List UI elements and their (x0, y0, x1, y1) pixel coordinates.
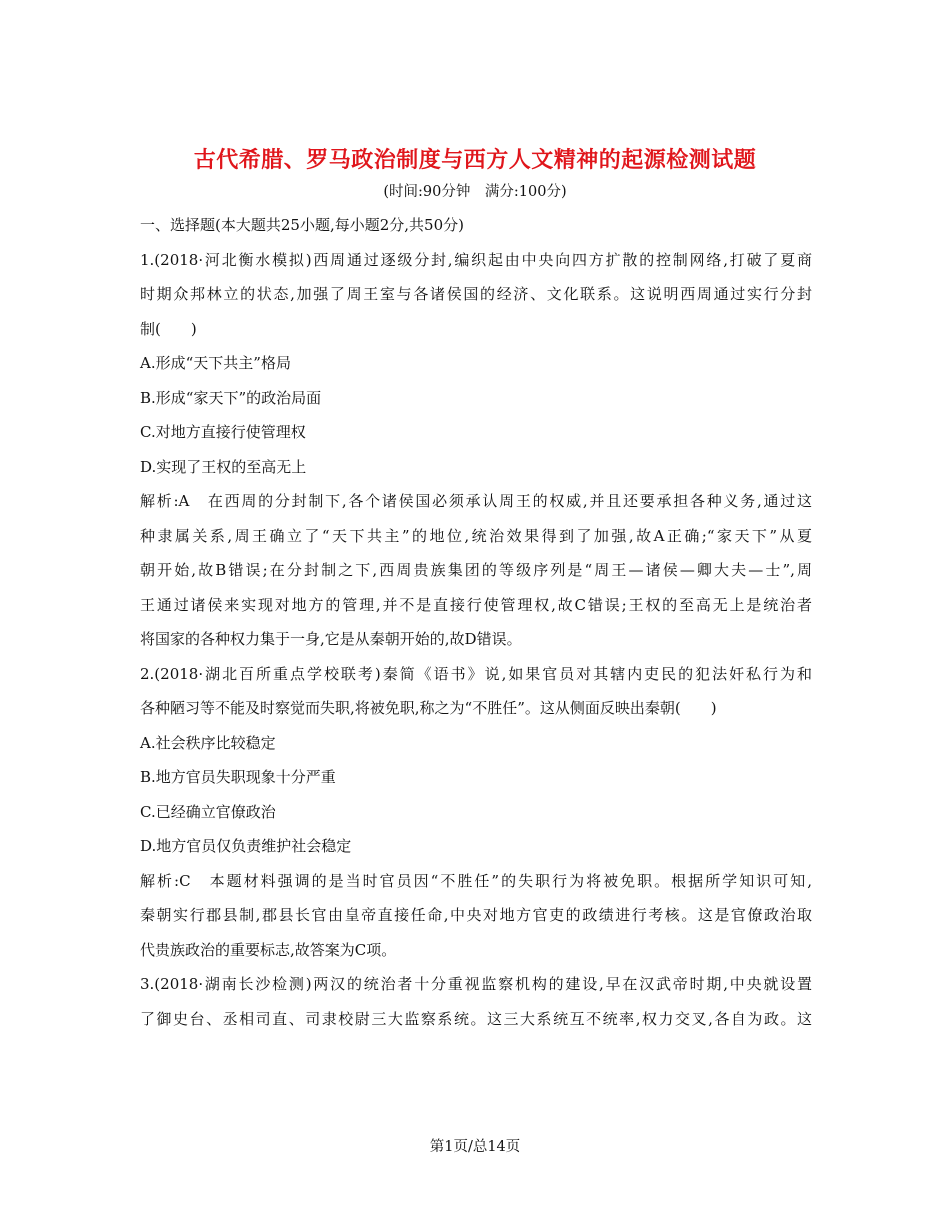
question-3-stem (140, 967, 812, 1036)
question-2-option-c: C.已经确立官僚政治 (140, 802, 276, 821)
text-line: 制( ) (140, 319, 197, 338)
text-line: 代贵族政治的重要标志,故答案为C项。 (140, 940, 397, 959)
question-2-option-b: B.地方官员失职现象十分严重 (140, 768, 336, 786)
question-2-option-a: A.社会秩序比较稳定 (140, 733, 276, 752)
text-line: 时期众邦林立的状态,加强了周王室与各诸侯国的经济、文化联系。这说明西周通过实行分封 (140, 285, 812, 303)
question-1-option-d: D.实现了王权的至高无上 (140, 457, 307, 476)
question-1-analysis (140, 484, 812, 657)
text-line: 了御史台、丞相司直、司隶校尉三大监察系统。这三大系统互不统率,权力交叉,各自为政。这 (140, 1009, 812, 1028)
section-heading: 一、选择题(本大题共25小题,每小题2分,共50分) (140, 216, 464, 234)
text-line: 种隶属关系,周王确立了“天下共主”的地位,统治效果得到了加强,故A正确;“家天下”从夏 (140, 526, 812, 545)
text-line: 解析:A 在西周的分封制下,各个诸侯国必须承认周王的权威,并且还要承担各种义务,通过这 (140, 492, 812, 510)
text-line: 朝开始,故B错误;在分封制之下,西周贵族集团的等级序列是“周王—诸侯—卿大夫—士”,周 (140, 561, 812, 579)
text-line: 将国家的各种权力集于一身,它是从秦朝开始的,故D错误。 (140, 630, 522, 648)
question-1-option-b: B.形成“家天下”的政治局面 (140, 388, 322, 407)
text-line: 各种陋习等不能及时察觉而失职,将被免职,称之为“不胜任”。这从侧面反映出秦朝( ) (140, 699, 717, 717)
exam-info: (时间:90分钟 满分:100分) (383, 184, 567, 200)
page-number: 第1页/总14页 (429, 1139, 521, 1155)
question-1-option-c: C.对地方直接行使管理权 (140, 423, 306, 441)
question-1-option-a: A.形成“天下共主”格局 (140, 354, 291, 372)
text-line: 1.(2018·河北衡水模拟)西周通过逐级分封,编织起由中央向四方扩散的控制网络,打破了夏商 (140, 250, 812, 269)
question-1-stem (140, 243, 812, 347)
text-line: 3.(2018·湖南长沙检测)两汉的统治者十分重视监察机构的建设,早在汉武帝时期,中央就设置 (140, 975, 812, 993)
document-body (140, 208, 812, 1036)
text-line: 秦朝实行郡县制,郡县长官由皇帝直接任命,中央对地方官吏的政绩进行考核。这是官僚政治取 (140, 906, 812, 924)
question-2-option-d: D.地方官员仅负责维护社会稳定 (140, 837, 352, 855)
question-2-stem (140, 657, 812, 726)
text-line: 王通过诸侯来实现对地方的管理,并不是直接行使管理权,故C错误;王权的至高无上是统治者 (140, 595, 812, 614)
text-line: 解析:C 本题材料强调的是当时官员因“不胜任”的失职行为将被免职。根据所学知识可知, (140, 871, 812, 890)
document-title: 古代希腊、罗马政治制度与西方人文精神的起源检测试题 (193, 148, 757, 173)
question-2-analysis (140, 864, 812, 968)
text-line: 2.(2018·湖北百所重点学校联考)秦简《语书》说,如果官员对其辖内吏民的犯法奸私行为和 (140, 664, 812, 683)
